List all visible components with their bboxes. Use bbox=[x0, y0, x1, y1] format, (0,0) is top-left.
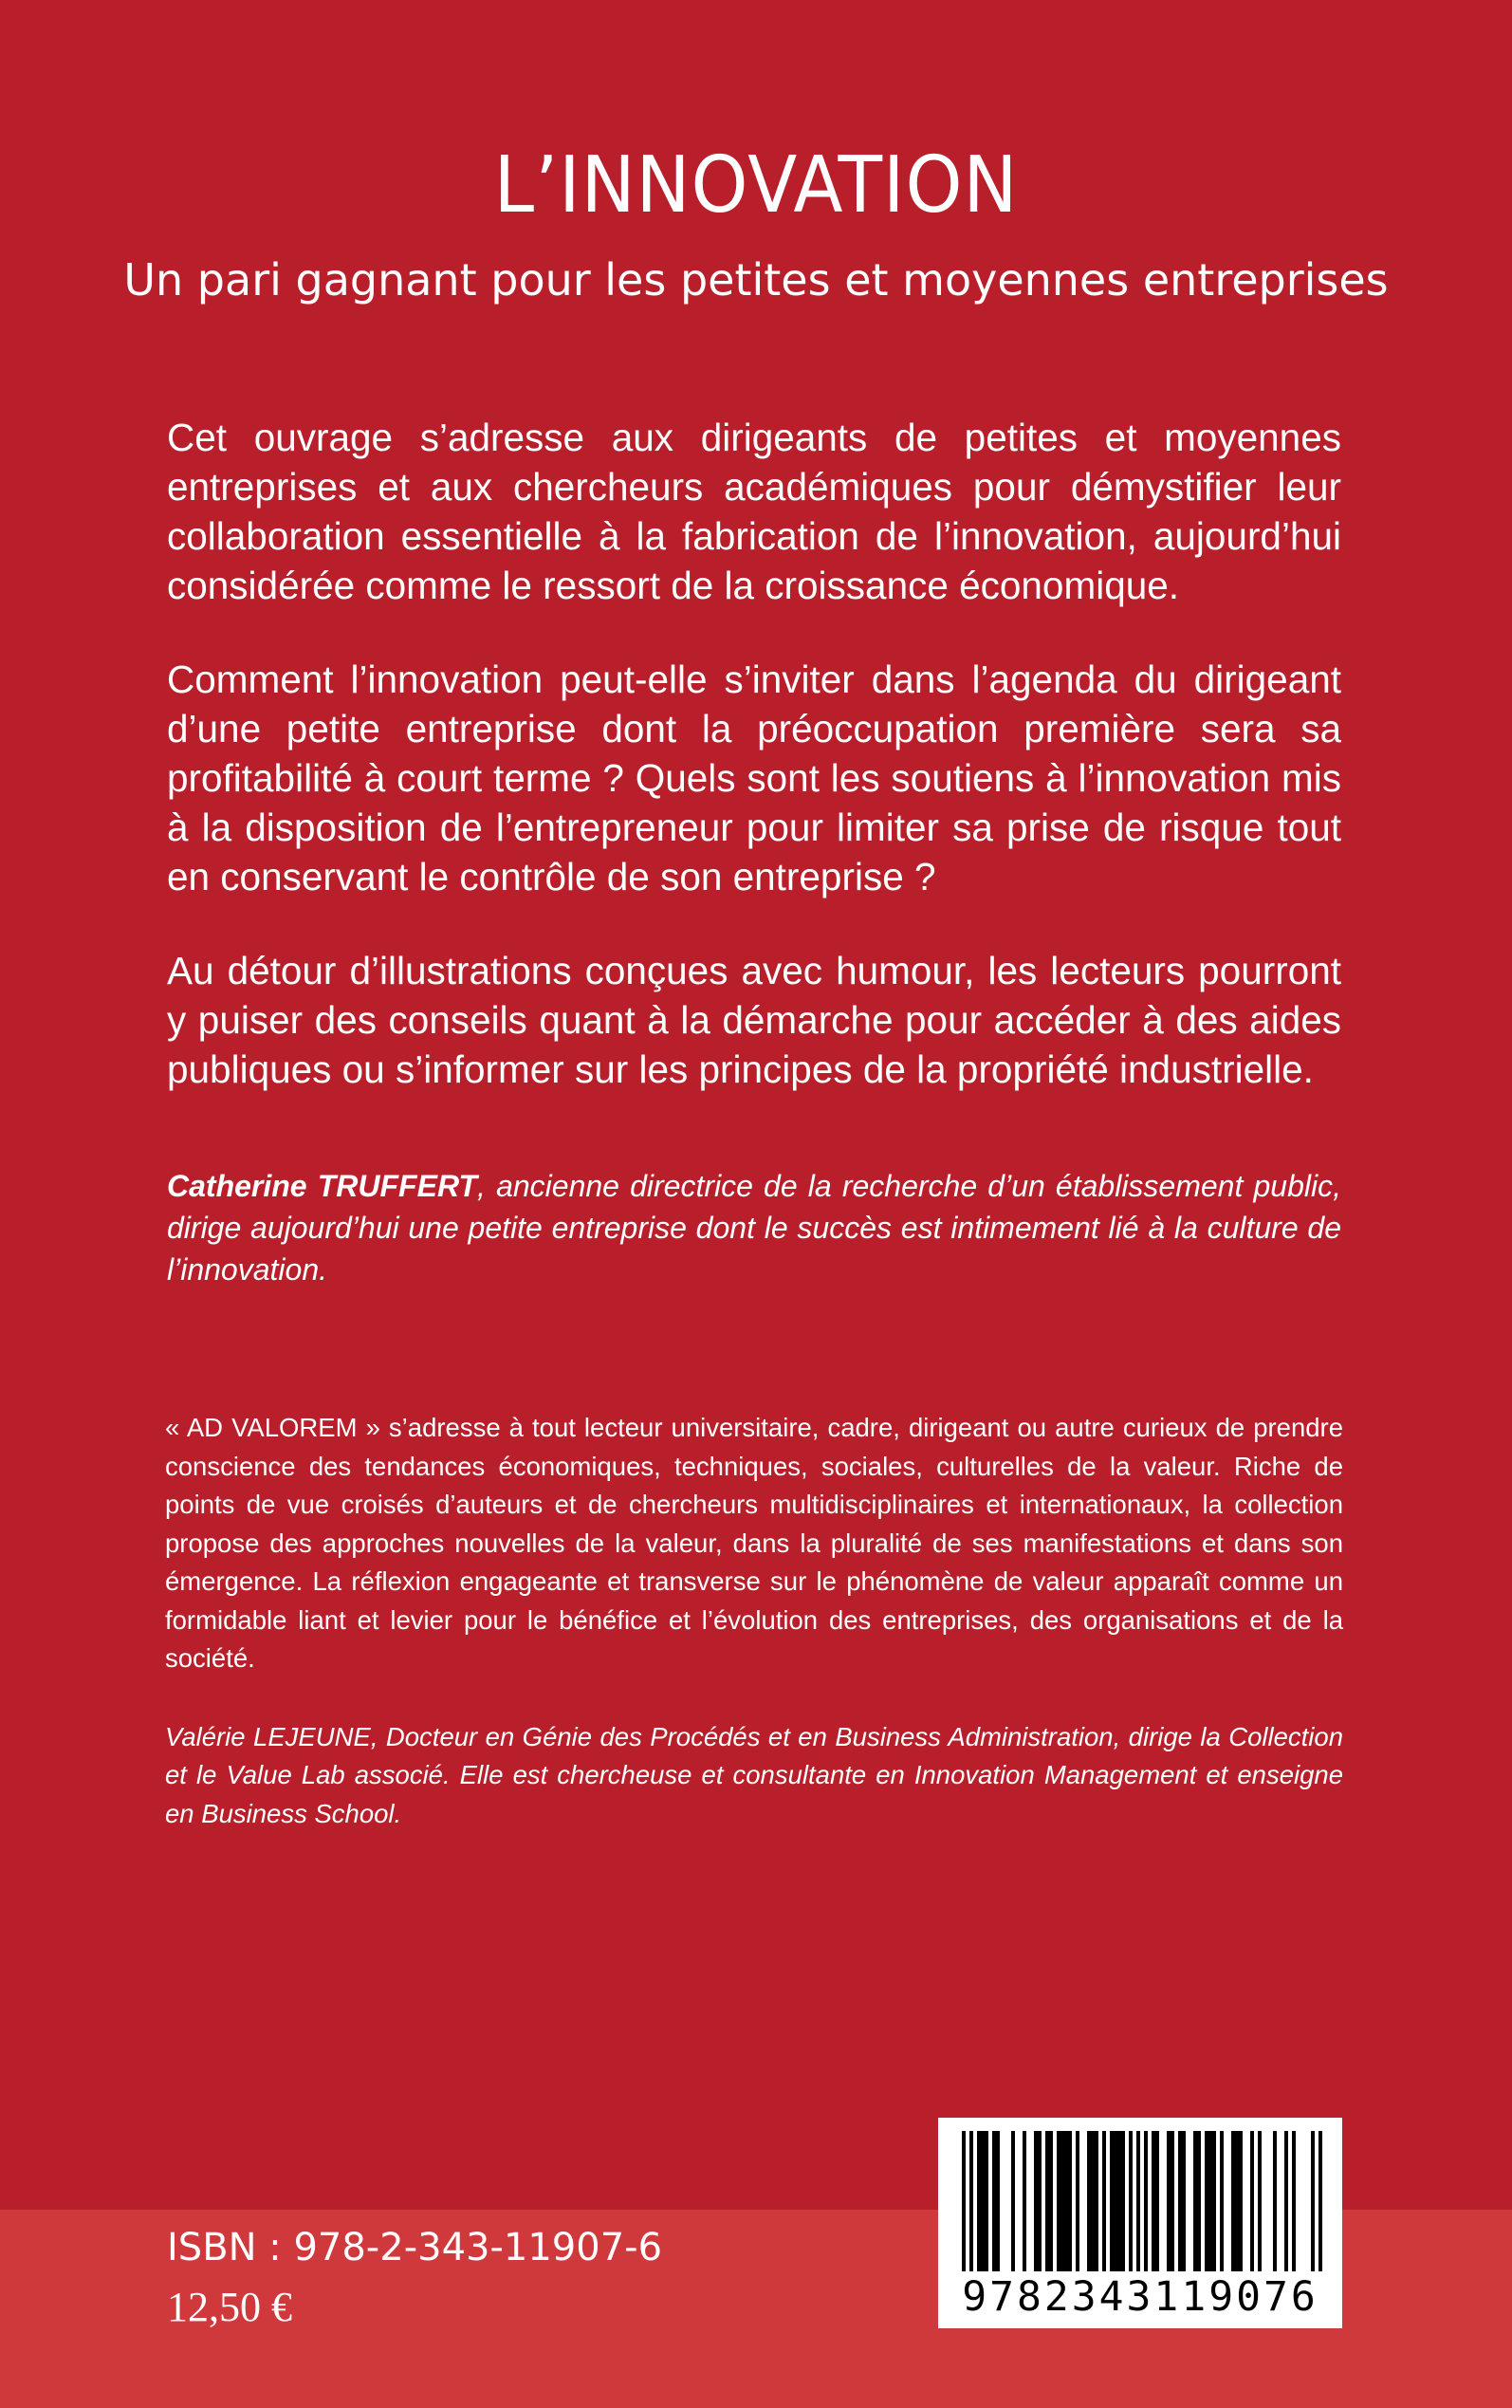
summary-paragraph: Au détour d’illustrations conçues avec humour, les lecteurs pourront y puiser des conseils quant à la démarche pour accéder à des aides publiques ou s’informer sur les principes de la propriété industrielle. bbox=[167, 949, 1341, 1091]
barcode-bar bbox=[1121, 2131, 1125, 2271]
barcode-bar bbox=[996, 2131, 1000, 2271]
barcode-bar bbox=[1023, 2131, 1026, 2271]
barcode-digits: 9782343119076 bbox=[962, 2273, 1318, 2321]
summary bbox=[167, 413, 1341, 1139]
barcode-bar bbox=[1235, 2131, 1239, 2271]
barcode-bar bbox=[969, 2131, 973, 2271]
barcode-bar bbox=[1011, 2131, 1015, 2271]
barcode-bar bbox=[1129, 2131, 1133, 2271]
author-bio-text: , ancienne directrice de la recherche d’un établissement public, dirige aujourd’hui une petite entreprise dont le succès est intimement lié à la culture de l’innovation. bbox=[167, 1169, 1342, 1287]
barcode-bar bbox=[1110, 2131, 1114, 2271]
barcode-bar bbox=[1205, 2131, 1208, 2271]
barcode-bar bbox=[1155, 2131, 1159, 2271]
barcode-bar bbox=[1087, 2131, 1091, 2271]
barcode-bar bbox=[1311, 2131, 1315, 2271]
barcode-bar bbox=[1182, 2131, 1186, 2271]
barcode-bar bbox=[1250, 2131, 1254, 2271]
book-subtitle: Un pari gagnant pour les petites et moyennes entreprises bbox=[123, 254, 1389, 306]
summary-paragraph: Comment l’innovation peut-elle s’inviter dans l’agenda du dirigeant d’une petite entreprise dont la préoccupation première sera sa profitabilité à court terme ? Quels sont les soutiens à l’innovation mis à la disposition de l’entrepreneur pour limiter sa prise de risque tout en conservant le contrôle de son entreprise ? bbox=[167, 658, 1341, 898]
barcode bbox=[938, 2118, 1342, 2328]
barcode-bar bbox=[1144, 2131, 1148, 2271]
barcode-bar bbox=[1258, 2131, 1262, 2271]
book-title: L’INNOVATION bbox=[493, 140, 1019, 231]
barcode-bar bbox=[1220, 2131, 1224, 2271]
barcode-bar bbox=[1193, 2131, 1197, 2271]
barcode-bar bbox=[962, 2131, 966, 2271]
barcode-bar bbox=[1045, 2131, 1049, 2271]
barcode-bar bbox=[1060, 2131, 1064, 2271]
barcode-bar bbox=[1197, 2131, 1201, 2271]
barcode-bar bbox=[1208, 2131, 1212, 2271]
barcode-bar bbox=[1117, 2131, 1121, 2271]
barcode-bar bbox=[1091, 2131, 1095, 2271]
barcode-bar bbox=[1273, 2131, 1277, 2271]
author-name: Catherine TRUFFERT bbox=[167, 1169, 478, 1203]
barcode-bar bbox=[1152, 2131, 1155, 2271]
barcode-bar bbox=[1049, 2131, 1053, 2271]
barcode-bar bbox=[1076, 2131, 1079, 2271]
barcode-bar bbox=[1102, 2131, 1106, 2271]
barcode-bar bbox=[985, 2131, 988, 2271]
barcode-bar bbox=[1095, 2131, 1098, 2271]
barcode-bar bbox=[1034, 2131, 1038, 2271]
barcode-bar bbox=[992, 2131, 996, 2271]
barcode-bar bbox=[1167, 2131, 1171, 2271]
collection-director: Valérie LEJEUNE, Docteur en Génie des Procédés et en Business Administration, dirige la Collection et le Value Lab associé. Elle est chercheuse et consultante en Innovation Management et enseigne en Business School. bbox=[165, 1721, 1343, 1828]
isbn: ISBN : 978-2-343-11907-6 bbox=[167, 2226, 663, 2269]
barcode-bar bbox=[1038, 2131, 1042, 2271]
barcode-bar bbox=[1292, 2131, 1296, 2271]
barcode-bar bbox=[1136, 2131, 1140, 2271]
summary-paragraph: Cet ouvrage s’adresse aux dirigeants de petites et moyennes entreprises et aux chercheurs académiques pour démystifier leur collaboration essentielle à la fabrication de l’innovation, aujourd’hui considérée comme le ressort de la croissance économique. bbox=[167, 416, 1341, 607]
barcode-bar bbox=[981, 2131, 985, 2271]
barcode-bar bbox=[1212, 2131, 1216, 2271]
collection-info bbox=[165, 1409, 1343, 1873]
barcode-bar bbox=[1068, 2131, 1072, 2271]
barcode-bar bbox=[1064, 2131, 1068, 2271]
collection-description: « AD VALOREM » s’adresse à tout lecteur universitaire, cadre, dirigeant ou autre curieux de prendre conscience des tendances économiques, techniques, sociales, culturelles de la valeur. Riche de points de vue croisés d’auteurs et de chercheurs multidisciplinaires et internationaux, la collection propose des approches nouvelles de la valeur, dans la pluralité de ses manifestations et dans son émergence. La réflexion engageante et transverse sur le phénomène de valeur apparaît comme un formidable liant et levier pour le bénéfice et l’évolution des entreprises, des organisations et de la société. bbox=[165, 1413, 1343, 1673]
barcode-bar bbox=[1114, 2131, 1117, 2271]
barcode-bar bbox=[1284, 2131, 1288, 2271]
price: 12,50 € bbox=[167, 2284, 292, 2330]
barcode-bar bbox=[1318, 2131, 1322, 2271]
barcode-bar bbox=[977, 2131, 981, 2271]
barcode-bar bbox=[1178, 2131, 1182, 2271]
barcode-bar bbox=[1231, 2131, 1235, 2271]
author-bio bbox=[167, 1165, 1341, 1290]
barcode-bar bbox=[1171, 2131, 1174, 2271]
barcode-bar bbox=[1239, 2131, 1243, 2271]
barcode-bar bbox=[1057, 2131, 1060, 2271]
